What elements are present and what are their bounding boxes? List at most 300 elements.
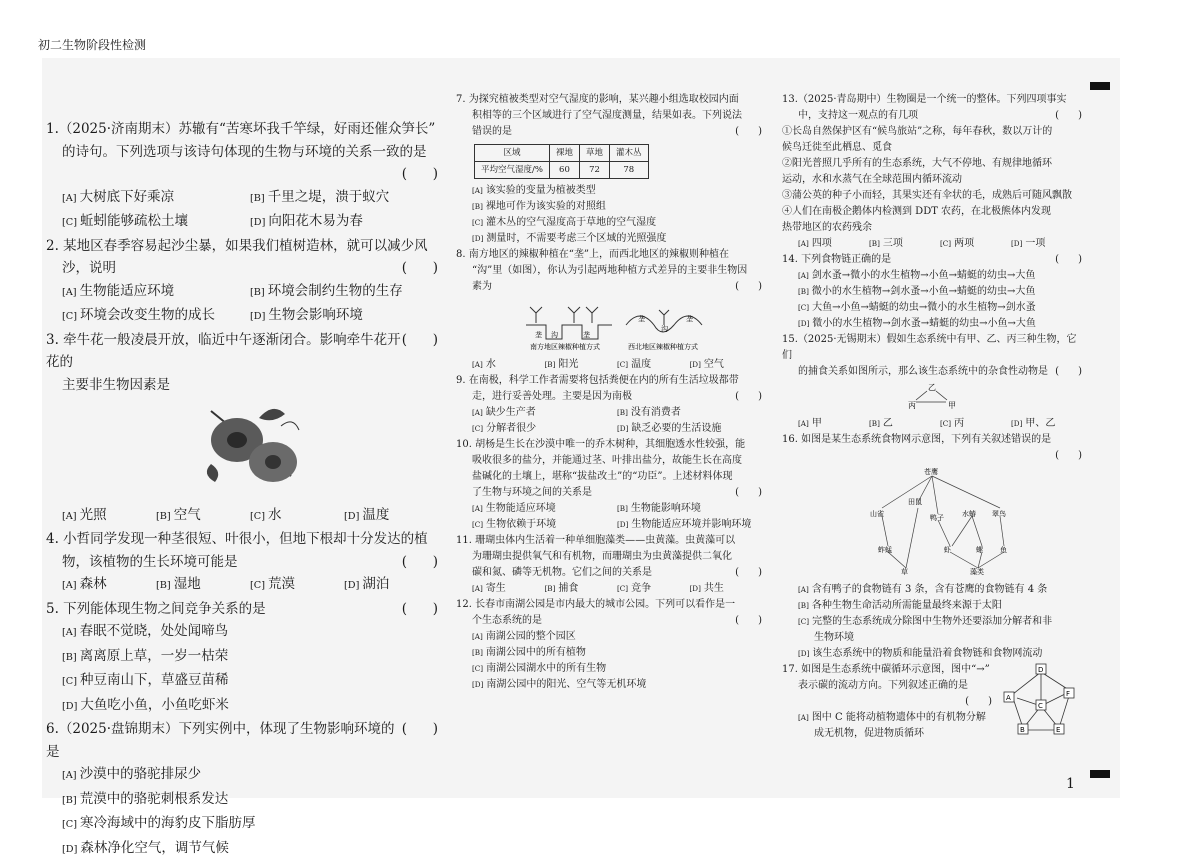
- option-b: [156, 573, 250, 598]
- text: 3. 牵牛花一般凌晨开放，临近中午逐渐闭合。影响牵牛花开花的: [46, 329, 402, 374]
- text: [A]: [798, 239, 809, 248]
- text: [B]: [798, 287, 809, 296]
- text: [A]: [798, 271, 809, 280]
- text: 裸地可作为该实验的对照组: [486, 201, 606, 212]
- text: [B]: [869, 239, 880, 248]
- text: [D]: [798, 319, 809, 328]
- answer-option: [472, 215, 762, 231]
- text: [D]: [250, 311, 265, 322]
- text: ( ): [735, 613, 762, 629]
- text: [A]: [62, 193, 77, 204]
- text: 水蝽: [962, 509, 976, 518]
- text: 没有消费者: [631, 407, 681, 418]
- text: 蚱蜢: [878, 545, 892, 554]
- answer-option: [472, 199, 762, 215]
- text: 了生物与环境之间的关系是: [472, 485, 592, 501]
- answer-option: [472, 581, 545, 597]
- text: 千里之堤，溃于蚁穴: [268, 189, 390, 205]
- question-16: [782, 432, 1082, 662]
- answer-option: [545, 581, 618, 597]
- text: [A]: [62, 580, 77, 591]
- text: 7. 为探究植被类型对空气湿度的影响，某兴趣小组选取校园内面: [456, 92, 762, 108]
- option-c: [250, 573, 344, 598]
- text: 乙: [928, 383, 936, 392]
- text: 12. 长春市南湖公园是市内最大的城市公园。下列可以看作是一: [456, 597, 762, 613]
- text: [B]: [250, 287, 265, 298]
- text: 山雀: [870, 509, 884, 518]
- question-14: [782, 252, 1082, 332]
- text: [C]: [798, 617, 809, 626]
- carbon-cycle-figure: [1000, 662, 1082, 738]
- text: [C]: [940, 419, 951, 428]
- answer-option: [617, 421, 762, 437]
- text: 空气: [704, 359, 724, 370]
- text: [A]: [798, 419, 809, 428]
- text: [A]: [472, 186, 483, 195]
- text: 大树底下好乘凉: [80, 189, 175, 205]
- page-header: 初二生物阶段性检测: [38, 36, 146, 53]
- text: 错误的是: [472, 124, 512, 140]
- answer-option: [690, 581, 763, 597]
- text: 该实验的变量为植被类型: [486, 185, 596, 196]
- text: ( ): [1055, 364, 1082, 380]
- text: [B]: [250, 193, 265, 204]
- option-a: [62, 186, 250, 211]
- text: 森林: [80, 576, 107, 592]
- text: ( ): [735, 485, 762, 501]
- option-d: [250, 210, 438, 235]
- text: [D]: [798, 649, 809, 658]
- text: 捕食: [558, 583, 578, 594]
- text: 生物能适应环境并影响环境: [631, 519, 751, 530]
- text: [D]: [690, 360, 701, 369]
- text: 8. 南方地区的辣椒种植在“垄”上，而西北地区的辣椒则种植在: [456, 247, 762, 263]
- answer-option: [798, 630, 1082, 646]
- answer-option: [798, 416, 869, 432]
- text: 两项: [954, 238, 974, 249]
- question-2: [46, 235, 438, 329]
- text: 72: [579, 162, 609, 179]
- option-a: [62, 504, 156, 529]
- text: ( ): [402, 718, 438, 763]
- text: [B]: [617, 504, 628, 513]
- text: 四项: [812, 238, 832, 249]
- answer-option: [545, 357, 618, 373]
- text: ( ): [402, 329, 438, 374]
- text: [D]: [344, 580, 359, 591]
- answer-option: [472, 677, 762, 693]
- option-b: [156, 504, 250, 529]
- text: 竞争: [631, 583, 651, 594]
- text: ( ): [402, 257, 438, 280]
- text: [B]: [545, 360, 556, 369]
- text: ( ): [402, 551, 438, 574]
- text: ②阳光普照几乎所有的生态系统，大气不停地、有规律地循环: [782, 156, 1082, 172]
- question-15: [782, 332, 1082, 432]
- text: F: [1066, 690, 1070, 698]
- text: ( ): [402, 598, 438, 621]
- text: 1.（2025·济南期末）苏辙有“苦寒坏我千竿绿，好雨还催众笋长”: [46, 118, 438, 141]
- option-a: [62, 280, 250, 305]
- text: 缺乏必要的生活设施: [631, 423, 721, 434]
- option-c: [62, 304, 250, 329]
- text: [B]: [62, 652, 77, 663]
- text: 苍鹰: [924, 467, 938, 476]
- answer-option: [869, 416, 940, 432]
- pepper-planting-figure: [456, 295, 762, 351]
- text: 温度: [362, 507, 389, 523]
- text: [C]: [62, 819, 77, 830]
- text: 各种生物生命活动所需能量最终来源于太阳: [812, 600, 1002, 611]
- text: 缺少生产者: [486, 407, 536, 418]
- text: 的诗句。下列选项与该诗句体现的生物与环境的关系一致的是: [46, 141, 438, 164]
- text: ( ): [735, 389, 762, 405]
- text: 素为: [472, 279, 492, 295]
- text: [A]: [62, 287, 77, 298]
- text: 灌木丛的空气湿度高于草地的空气湿度: [486, 217, 656, 228]
- text: 沟: [661, 324, 668, 333]
- text: 热带地区的农药残余: [782, 220, 1082, 236]
- answer-option: [617, 357, 690, 373]
- text: 丙: [908, 401, 916, 410]
- text: 丙: [954, 418, 964, 429]
- text: 分解者很少: [486, 423, 536, 434]
- answer-option: [798, 300, 1082, 316]
- predation-figure: [782, 380, 1082, 410]
- text: 甲: [948, 401, 956, 410]
- option-a: [62, 620, 438, 645]
- text: E: [1056, 726, 1060, 734]
- text: [B]: [798, 601, 809, 610]
- text: 垄: [583, 330, 590, 339]
- text: 种豆南山下，草盛豆苗稀: [80, 672, 229, 688]
- text: 测量时，不需要考虑三个区域的光照强度: [486, 233, 666, 244]
- option-b: [250, 280, 438, 305]
- text: ( ): [735, 124, 762, 140]
- text: B: [1020, 726, 1025, 734]
- text: 翠鸟: [992, 509, 1006, 518]
- text: 离离原上草，一岁一枯荣: [80, 648, 229, 664]
- text: 含有鸭子的食物链有 3 条，含有苍鹰的食物链有 4 条: [812, 584, 1047, 595]
- text: 的捕食关系如图所示，那么该生态系统中的杂食性动物是: [798, 364, 1048, 380]
- text: 成无机物，促进物质循环: [814, 728, 924, 739]
- text: 光照: [80, 507, 107, 523]
- answer-option: [798, 726, 1008, 742]
- humidity-table: [474, 144, 649, 179]
- text: [D]: [62, 701, 77, 712]
- answer-option: [798, 646, 1082, 662]
- text: 14. 下列食物链正确的是: [782, 252, 891, 268]
- answer-option: [798, 236, 869, 252]
- text: [D]: [1011, 419, 1022, 428]
- answer-option: [617, 405, 762, 421]
- text: 15.（2025·无锡期末）假如生态系统中有甲、乙、丙三种生物，它们: [782, 332, 1082, 364]
- text: 湖泊: [362, 576, 389, 592]
- answer-option: [940, 416, 1011, 432]
- text: 藻类: [970, 567, 984, 576]
- column-2: [456, 92, 762, 693]
- text: C: [1038, 702, 1043, 710]
- text: 13.（2025·青岛期中）生物圈是一个统一的整体。下列四项事实: [782, 92, 1082, 108]
- text: 生物环境: [814, 632, 854, 643]
- answer-option: [472, 661, 762, 677]
- text: [C]: [617, 584, 628, 593]
- text: 表示碳的流动方向。下列叙述正确的是: [782, 678, 1082, 694]
- text: 南湖公园中的所有植物: [486, 647, 586, 658]
- text: 甲、乙: [1025, 418, 1055, 429]
- text: 田鼠: [908, 497, 922, 506]
- text: 阳光: [558, 359, 578, 370]
- text: [C]: [617, 360, 628, 369]
- option-b: [62, 788, 438, 813]
- text: [C]: [472, 424, 483, 433]
- text: 南方地区辣椒种植方式: [530, 342, 600, 351]
- text: [B]: [545, 584, 556, 593]
- answer-option: [798, 598, 1082, 614]
- text: 60: [549, 162, 579, 179]
- answer-option: [798, 284, 1082, 300]
- text: [B]: [472, 648, 483, 657]
- option-c: [62, 669, 438, 694]
- option-d: [344, 573, 438, 598]
- question-7: [456, 92, 762, 247]
- text: 5. 下列能体现生物之间竞争关系的是: [46, 598, 266, 621]
- text: 乙: [883, 418, 893, 429]
- text: [D]: [617, 520, 628, 529]
- text: 微小的水生植物→剑水蚤→蜻蜓的幼虫→小鱼→大鱼: [812, 318, 1036, 329]
- text: 环境会制约生物的生存: [268, 283, 403, 299]
- text: [B]: [617, 408, 628, 417]
- question-1: [46, 118, 438, 235]
- text: [A]: [62, 627, 77, 638]
- text: [A]: [62, 770, 77, 781]
- text: 17. 如图是生态系统中碳循环示意图，图中“→”: [782, 662, 1082, 678]
- answer-option: [472, 629, 762, 645]
- text: 4. 小哲同学发现一种茎很短、叶很小，但地下根却十分发达的植: [46, 528, 438, 551]
- text: 南湖公园中的阳光、空气等无机环境: [486, 679, 646, 690]
- text: 16. 如图是某生态系统食物网示意图，下列有关叙述错误的是: [782, 432, 1082, 448]
- text: 平均空气湿度/%: [475, 162, 550, 179]
- text: [B]: [869, 419, 880, 428]
- text: [D]: [250, 217, 265, 228]
- text: 生物能适应环境: [80, 283, 175, 299]
- text: ( ): [735, 279, 762, 295]
- text: 10. 胡杨是生长在沙漠中唯一的乔木树种，其细胞透水性较强，能: [456, 437, 762, 453]
- text: 灌木丛: [609, 145, 648, 162]
- text: [C]: [472, 520, 483, 529]
- text: 盐碱化的土壤上，堪称“拔盐改土”的“功臣”。上述材料体现: [456, 469, 762, 485]
- text: 鱼: [1000, 545, 1007, 554]
- text: 78: [609, 162, 648, 179]
- option-a: [62, 573, 156, 598]
- text: 吸收很多的盐分，并能通过茎、叶排出盐分，故能生长在高度: [456, 453, 762, 469]
- answer-option: [617, 501, 762, 517]
- text: [A]: [62, 511, 77, 522]
- text: [D]: [690, 584, 701, 593]
- option-c: [250, 504, 344, 529]
- text: 生物依赖于环境: [486, 519, 556, 530]
- text: D: [1038, 666, 1043, 674]
- text: 6.（2025·盘锦期末）下列实例中，体现了生物影响环境的是: [46, 718, 402, 763]
- text: 湿地: [174, 576, 201, 592]
- text: 草: [901, 567, 908, 576]
- text: 大鱼吃小鱼，小鱼吃虾米: [80, 697, 229, 713]
- text: ( ): [1055, 252, 1082, 268]
- corner-mark: [1090, 770, 1110, 778]
- text: 该生态系统中的物质和能量沿着食物链和食物网流动: [812, 648, 1042, 659]
- text: ( ): [1055, 448, 1082, 464]
- answer-option: [798, 614, 1082, 630]
- text: [C]: [62, 676, 77, 687]
- option-d: [344, 504, 438, 529]
- text: [A]: [472, 360, 483, 369]
- answer-option: [617, 517, 762, 533]
- option-b: [250, 186, 438, 211]
- text: [B]: [62, 795, 77, 806]
- text: [C]: [62, 217, 77, 228]
- text: ①长岛自然保护区有“候鸟旅站”之称，每年春秋，数以万计的: [782, 124, 1082, 140]
- answer-option: [472, 357, 545, 373]
- column-3: [782, 92, 1082, 742]
- answer-option: [690, 357, 763, 373]
- text: 生物能适应环境: [486, 503, 556, 514]
- answer-option: [798, 268, 1082, 284]
- text: [C]: [250, 511, 265, 522]
- text: [D]: [472, 234, 483, 243]
- answer-option: [798, 316, 1082, 332]
- page-number: 1: [1066, 776, 1075, 792]
- text: 个生态系统的是: [472, 613, 542, 629]
- text: ④人们在南极企鹅体内检测到 DDT 农药，在北极熊体内发现: [782, 204, 1082, 220]
- answer-option: [472, 231, 762, 247]
- text: 西北地区辣椒种植方式: [628, 342, 698, 351]
- food-web-figure: [782, 464, 1082, 576]
- text: [A]: [472, 584, 483, 593]
- text: [B]: [156, 511, 171, 522]
- answer-option: [869, 236, 940, 252]
- answer-option: [472, 645, 762, 661]
- answer-option: [472, 183, 762, 199]
- text: [C]: [250, 580, 265, 591]
- answer-option: [472, 421, 617, 437]
- text: 寄生: [486, 583, 506, 594]
- text: 2. 某地区春季容易起沙尘暴，如果我们植树造林，就可以减少风: [46, 235, 438, 258]
- text: 生物能影响环境: [631, 503, 701, 514]
- text: 裸地: [549, 145, 579, 162]
- text: 空气: [174, 507, 201, 523]
- text: 候鸟迁徙至此栖息、觅食: [782, 140, 1082, 156]
- text: 虾: [944, 545, 951, 554]
- option-a: [62, 763, 438, 788]
- text: [D]: [344, 511, 359, 522]
- answer-option: [1011, 416, 1082, 432]
- text: 草地: [579, 145, 609, 162]
- question-10: [456, 437, 762, 533]
- text: 积相等的三个区域进行了空气湿度测量，结果如表。下列说法: [456, 108, 762, 124]
- text: 碳和氮、磷等无机物。它们之间的关系是: [472, 565, 652, 581]
- answer-option: [798, 582, 1082, 598]
- text: 一项: [1025, 238, 1045, 249]
- text: 运动，水和水蒸气在全球范围内循环流动: [782, 172, 1082, 188]
- text: [C]: [472, 664, 483, 673]
- text: [C]: [798, 303, 809, 312]
- text: ( ): [735, 565, 762, 581]
- text: 森林净化空气，调节气候: [80, 840, 229, 856]
- text: 三项: [883, 238, 903, 249]
- text: [A]: [798, 713, 809, 722]
- text: 垄: [535, 330, 542, 339]
- text: ( ): [402, 163, 438, 186]
- text: [D]: [617, 424, 628, 433]
- text: 寒冷海域中的海豹皮下脂肪厚: [80, 815, 256, 831]
- text: 鸭子: [930, 513, 944, 522]
- text: 沟: [551, 330, 558, 339]
- answer-option: [472, 405, 617, 421]
- text: [A]: [472, 504, 483, 513]
- question-9: [456, 373, 762, 437]
- text: 11. 珊瑚虫体内生活着一种单细胞藻类——虫黄藻。虫黄藻可以: [456, 533, 762, 549]
- text: 水: [486, 359, 496, 370]
- text: 大鱼→小鱼→蜻蜓的幼虫→微小的水生植物→剑水蚤: [812, 302, 1036, 313]
- text: 沙，说明: [62, 257, 116, 280]
- option-c: [62, 812, 438, 837]
- text: [D]: [1011, 239, 1022, 248]
- question-12: [456, 597, 762, 693]
- text: 走，进行妥善处理。主要是因为南极: [472, 389, 632, 405]
- morning-glory-figure: [46, 396, 438, 496]
- text: 温度: [631, 359, 651, 370]
- question-17: [782, 662, 1082, 742]
- text: [B]: [156, 580, 171, 591]
- answer-option: [940, 236, 1011, 252]
- question-4: [46, 528, 438, 598]
- text: 区域: [475, 145, 550, 162]
- text: 中，支持这一观点的有几项: [798, 108, 918, 124]
- text: [B]: [472, 202, 483, 211]
- question-13: [782, 92, 1082, 252]
- text: 生物会影响环境: [268, 307, 363, 323]
- text: ( ): [965, 694, 992, 710]
- question-6: [46, 718, 438, 861]
- text: 春眠不觉晓，处处闻啼鸟: [80, 623, 229, 639]
- text: 垄: [686, 314, 693, 323]
- text: [C]: [472, 218, 483, 227]
- text: 剑水蚤→微小的水生植物→小鱼→蜻蜓的幼虫→大鱼: [812, 270, 1036, 281]
- text: 甲: [812, 418, 822, 429]
- text: 为珊瑚虫提供氧气和有机物，而珊瑚虫为虫黄藻提供二氧化: [456, 549, 762, 565]
- question-5: [46, 598, 438, 719]
- text: A: [1006, 694, 1011, 702]
- text: 9. 在南极，科学工作者需要将包括粪便在内的所有生活垃圾都带: [456, 373, 762, 389]
- option-d: [250, 304, 438, 329]
- text: 沙漠中的骆驼排尿少: [80, 766, 202, 782]
- text: [C]: [62, 311, 77, 322]
- option-b: [62, 645, 438, 670]
- corner-mark: [1090, 82, 1110, 90]
- text: 南湖公园湖水中的所有生物: [486, 663, 606, 674]
- text: [A]: [798, 585, 809, 594]
- text: 荒漠: [268, 576, 295, 592]
- text: 共生: [704, 583, 724, 594]
- text: [D]: [472, 680, 483, 689]
- text: ③蒲公英的种子小而轻，其果实还有伞状的毛，成熟后可随风飘散: [782, 188, 1082, 204]
- question-8: [456, 247, 762, 373]
- answer-option: [798, 710, 1008, 726]
- answer-option: [472, 501, 617, 517]
- text: 南湖公园的整个园区: [486, 631, 576, 642]
- text: [D]: [62, 844, 77, 855]
- text: [A]: [472, 632, 483, 641]
